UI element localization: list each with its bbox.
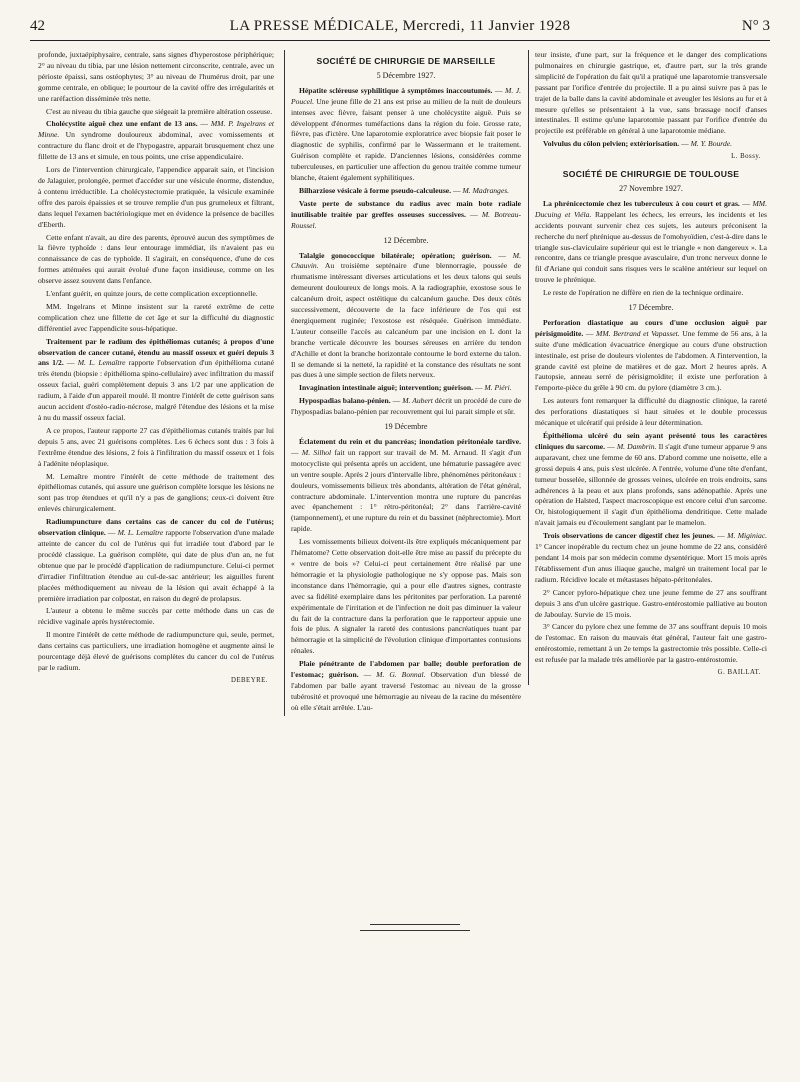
session-date: 27 Novembre 1927. xyxy=(619,183,683,193)
paragraph: Il s'agit d'une tumeur apparue 9 ans auparavant, chez une femme de 60 ans. D'abord comme une noisette, elle a grossi depuis 4 ans, puis s'est ulcérée. A l'entrée, volume d'une tête d'enfant, tumeur bosselée, sillonnée de grosses veines, ulcérée en trois endroits, sans adhérences à la peau et aux plans profonds, sans adénopathie. Après une opération de Halsted, l'aspect macroscopique est encore celui d'un sarcome. Or, histologiquement il s'agit d'un épithélioma dendritique. Cette malade n'avait jamais eu d'écoulement sanglant par le mamelon. xyxy=(535,441,768,528)
article-title: Hypospadias balano-pénien. xyxy=(299,396,391,406)
session-date: 19 Décembre xyxy=(384,422,428,432)
divider xyxy=(360,930,470,931)
article-title: Vaste perte de substance du radius avec main bote radiale inutilisable traitée par greffes osseuses successives. xyxy=(291,198,521,219)
article-authors: MM. P. Ingelrans et Minne. xyxy=(38,119,275,140)
paragraph: Lors de l'intervention chirurgicale, l'appendice apparait sain, et l'incision de Jalaguier, prolongée, permet d'accéder sur une vésicule énorme, distendue, à contenu irréductible. La cholécystectomie pratiquée, la vésicule examinée offre des parois épaissies et se trouve remplie d'un pus grumeleux et filtrant, dans lequel l'examen bactériologique met en évidence la présence de bacilles d'Eberth. xyxy=(38,165,274,229)
article-heading: Trois observations de cancer digestif chez les jeunes. — M. Miginiac. 1° Cancer inopérable du rectum chez un jeune homme de 22 ans, considéré pendant 14 mois par son médecin comme dysentérique. Mort 15 mois après l'établissement d'un anus iliaque gauche, malgré un traitement local par le radium. Récidive locale et métastases hépato-péritonéales. xyxy=(535,531,768,584)
article-title: Hépatite scléreuse syphilitique à symptômes inaccoutumés. xyxy=(299,85,493,95)
article-heading: Hypospadias balano-pénien. — M. Aubert décrit un procédé de cure de l'hypospadias balano-pénien par recouvrement qui lui parait simple et sûr. xyxy=(291,396,522,417)
article-authors: M. L. Lemaître xyxy=(117,528,164,538)
article-authors: M. L. Lemaître xyxy=(77,358,126,368)
divider xyxy=(370,924,460,925)
column-2 xyxy=(284,50,521,716)
article-title: La phrénicectomie chez les tuberculeux à cou court et gras. xyxy=(543,198,740,208)
article-authors: M. Madranges. xyxy=(462,185,510,195)
article-heading: Invagination intestinale aiguë; intervention; guérison. — M. Piéri. xyxy=(299,383,512,393)
paragraph: Au troisième septénaire d'une blennorragie, poussée de rhumatisme intéressant diverses articulations et les deux talons qui seuls demeurent douloureux de longs mois. A la radiographie, exostose sous le calcanéum droit, aspect ostéitique du calcanéum gauche. Des deux côtés successivement, découverte de la face inférieure de l'os qui est énergiquement ruginée; l'exostose est réséquée. Guérison immédiate. L'auteur conseille l'accès au calcanéum par une incision en L dont la branche verticale découvre les bourses séreuses en arrière du tendon d'Achille et dont la branche horizontale contourne le bord externe du talon. Il se demande si la netteté, la rapidité et la constance des résultats ne sont pas dues à une simple section de filets nerveux. xyxy=(291,261,521,380)
article-authors: M. G. Bonnal. xyxy=(376,670,426,680)
paragraph: Un syndrome douloureux abdominal, avec vomissements et contracture du flanc droit et de l'hypogastre, apparait brusquement chez une fillette de 13 ans et simule, en tous points, une crise appendiculaire. xyxy=(38,130,274,162)
paragraph: L'enfant guérit, en quinze jours, de cette complication exceptionnelle. xyxy=(46,289,258,299)
article-title: Talalgie gonococcique bilatérale; opération; guérison. xyxy=(299,250,492,260)
paragraph: C'est au niveau du tibia gauche que siégeait la première altération osseuse. xyxy=(46,106,273,116)
paragraph: Les auteurs font remarquer la difficulté du diagnostic clinique, la rareté des perforations diastatiques si haut situées et le double processus mécanique et ulcératif qui préside à leur détermination. xyxy=(535,396,767,428)
paragraph: Observation d'un blessé de l'abdomen par balle ayant traversé l'estomac au niveau de la grosse tubérosité et provoqué une hémorragie au niveau de la racine du mésentère où elle s'était arrêtée. L'au- xyxy=(291,670,521,712)
paragraph: Cette enfant n'avait, au dire des parents, éprouvé aucun des symptômes de la fièvre typhoïde : dans leur entourage immédiat, ils n'avaient pas eu connaissance de cas de typhoïde. Il s'agirait, en conséquence, d'une de ces formes atténuées qui aurait évolué d'une façon insidieuse, comme on les observe assez souvent dans l'enfance. xyxy=(38,232,274,286)
session-date: 12 Décembre. xyxy=(383,235,429,245)
article-heading: Épithélioma ulcéré du sein ayant présenté tous les caractères cliniques du sarcome. — M. Dambrin. Il s'agit d'une tumeur apparue 9 ans auparavant, chez une femme de 60 ans. D'abord comme une noisette, elle a grossi depuis 4 ans, puis s'est ulcérée. A l'entrée, volume d'une tête d'enfant, tumeur bosselée, sillonnée de grosses veines, ulcérée en trois endroits, sans adhérences à la peau et aux plans profonds, sans adénopathie. Après une opération de Halsted, l'aspect macroscopique est encore celui d'un sarcome. Or, histologiquement il s'agit d'un épithélioma dendritique. Cette malade n'avait jamais eu d'écoulement sanglant par le mamelon. xyxy=(535,431,768,528)
article-authors: M. Botreau-Roussel. xyxy=(291,209,521,230)
journal-title: LA PRESSE MÉDICALE, Mercredi, 11 Janvier 1928 xyxy=(229,18,571,34)
article-authors: M. Silhol xyxy=(301,447,332,457)
society-heading: SOCIÉTÉ DE CHIRURGIE DE MARSEILLE xyxy=(316,56,496,66)
article-title: Bilharziose vésicale à forme pseudo-calculeuse. xyxy=(299,185,452,195)
paragraph: profonde, juxtaépiphysaire, centrale, sans signes d'hyperostose périphérique; 2° au niveau du tibia, par une lésion nettement circonscrite, centrale, avec un périoste épaissi, sans ostéophytes; 3° au niveau de l'humérus droit, par une gomme centrale, en oblique; le pourtour de la cavité offre des irrégularités et une raréfaction disséminée très nette. xyxy=(38,50,274,103)
article-heading: Radiumpuncture dans certains cas de cancer du col de l'utérus; observation clinique. — M. L. Lemaître rapporte l'observation d'une malade atteinte de cancer du col de l'utérus qui fut irradiée tout d'abord par le procédé classique. La guérison complète, qui date de plus d'un an, ne fut obtenue que par le procédé d'application de radiumpuncture. Celui-ci permet d'irradier l'infiltration étendue au cul-de-sac antérieur; les aiguilles furent placées méthodiquement au niveau de la lésion qui avait échappé à la première irradiation par colpostat, en raison du degré de prolapsus. xyxy=(38,517,275,603)
signature: G. BAILLAT. xyxy=(717,669,761,677)
article-authors: MM. Bertrand et Vapasset. xyxy=(596,328,680,338)
article-authors: M. Y. Bourde. xyxy=(690,139,733,149)
article-heading: Volvulus du côlon pelvien; extériorisation. — M. Y. Bourde. xyxy=(543,139,733,149)
article-title: Plaie pénétrante de l'abdomen par balle; double perforation de l'estomac; guérison. xyxy=(291,659,521,680)
article-title: Cholécystite aiguë chez une enfant de 13 ans. xyxy=(46,119,198,129)
article-authors: MM. Ducuing et Viéla. xyxy=(535,198,767,219)
session-date: 17 Décembre. xyxy=(628,303,674,313)
paragraph: rapporte l'observation d'une malade atteinte de cancer du col de l'utérus qui fut irradiée tout d'abord par le procédé classique. La guérison complète, qui date de plus d'un an, ne fut obtenue que par le procédé d'application de radiumpuncture. Celui-ci permet d'irradier l'infiltration étendue au cul-de-sac antérieur; les aiguilles furent placées méthodiquement au niveau de la lésion qui avait échappé à la première irradiation par colpostat, en raison du degré de prolapsus. xyxy=(38,528,275,603)
paragraph: Une femme de 56 ans, à la suite d'une médication évacuatrice énergique au cours d'une obstruction intestinale, est prise de douleurs violentes de l'abdomen. A l'intervention, la grande cavité est pleine de matières et de gaz. Mort 2 heures après. A l'autopsie, anneau serré de périsigmoïdite; il existe une perforation à l'emporte-pièce du grêle à 90 cm. du pylore (diamètre 3 cm.). xyxy=(535,328,768,393)
article-heading: Bilharziose vésicale à forme pseudo-calculeuse. — M. Madranges. xyxy=(299,185,510,195)
article-title: Trois observations de cancer digestif chez les jeunes. xyxy=(543,531,715,541)
article-heading: Éclatement du rein et du pancréas; inondation péritonéale tardive. — M. Silhol fait un rapport sur travail de M. M. Arnaud. Il s'agit d'un motocycliste qui présenta après un accident, une hématurie passagère avec un ventre souple. Après 2 jours d'intervalle libre, phénomènes péritonéaux : douleurs, vomissements bilieux très abondants, altération de l'état général, contracture abdominale. L'intervention montra une rupture du pancréas avec épanchement : 1° rétro-péritonéal; 2° dans l'arrière-cavité (tamponnement), et une rupture du rein et du bassinet (néphrectomie). Mort rapide. xyxy=(291,437,522,534)
article-heading: Cholécystite aiguë chez une enfant de 13 ans. — MM. P. Ingelrans et Minne. Un syndrome douloureux abdominal, avec vomissements et contracture du flanc droit et de l'hypogastre, apparait brusquement chez une fillette de 13 ans et simule, en tous points, une crise appendiculaire. xyxy=(38,119,275,162)
article-title: Perforation diastatique au cours d'une occlusion aiguë par périsigmoïdite. xyxy=(535,317,767,338)
paragraph: Les vomissements bilieux doivent-ils être expliqués mécaniquement par l'hématome? Cette observation doit-elle être mise au passif du précepte du « ventre de bois »? Celui-ci peut certainement être réalisé par une hémorragie et la physiologie pathologique ne s'y oppose pas. Mais son inconstance dans l'hémorragie, qui a pour elle d'autres signes, contraste avec sa fidélité exemplaire dans les péritonites par perforation. La parenté expérimentale de l'irritation et de l'infection ne doit pas diminuer la valeur du fait de la contracture dans la perforation que le rapporteur appuie une fois de plus. A signaler la rareté des contusions pancréatiques tuant par hémorragie et la simplicité de l'évolution clinique d'importantes contusions rénales. xyxy=(291,537,521,656)
paragraph: 2° Cancer pyloro-hépatique chez une jeune femme de 27 ans souffrant depuis 3 ans d'un ulcère gastrique. Gastro-entérostomie palliative au bouton de Jaboulay. Survie de 15 mois. xyxy=(535,587,767,619)
paragraph: Une jeune fille de 21 ans est prise au milieu de la nuit de douleurs intenses avec fièvre, faisant penser à une cholécystite aiguë. Puis se développent d'énormes tuméfactions dans la région du foie. Grosse rate, fièvre, pas d'ictère. Une laparotomie exploratrice avec biopsie fait poser le diagnostic de syphilis, confirmé par le Wassermann et le traitement. Guérison complète et rapide. D'anciennes lésions, considérées comme tuberculeuses, en particulier une affection du genou traitée comme tumeur blanche, étaient également syphilitiques. xyxy=(291,96,521,183)
paragraph: 1° Cancer inopérable du rectum chez un jeune homme de 22 ans, considéré pendant 14 mois par son médecin comme dysentérique. Mort 15 mois après l'établissement d'un anus iliaque gauche, malgré un traitement local par le radium. Récidive locale et métastases hépato-péritonéales. xyxy=(535,542,767,584)
article-title: Traitement par le radium des épithéliomas cutanés; à propos d'une observation de cancer cutané, étendu au massif osseux et guéri depuis 3 ans 1/2. xyxy=(38,336,274,368)
article-authors: M. Aubert xyxy=(402,396,433,406)
page-header xyxy=(30,14,770,41)
paragraph: décrit un procédé de cure de l'hypospadias balano-pénien par recouvrement qui lui parait simple et sûr. xyxy=(291,396,522,417)
paragraph: Le reste de l'opération ne diffère en rien de la technique ordinaire. xyxy=(543,288,744,298)
column-1 xyxy=(38,50,274,693)
article-authors: M. J. Poucel. xyxy=(291,85,521,106)
article-title: Épithélioma ulcéré du sein ayant présenté tous les caractères cliniques du sarcome. xyxy=(535,431,767,451)
article-title: Radiumpuncture dans certains cas de cancer du col de l'utérus; observation clinique. xyxy=(38,517,274,538)
article-authors: M. Dambrin. xyxy=(616,441,657,451)
signature: DEBEYRE. xyxy=(230,676,268,684)
article-title: Éclatement du rein et du pancréas; inondation péritonéale tardive. xyxy=(299,437,521,446)
article-authors: M. Miginiac. xyxy=(727,531,768,541)
column-3 xyxy=(528,50,767,685)
paragraph: MM. Ingelrans et Minne insistent sur la rareté extrême de cette complication chez une fillette de cet âge et sur la difficulté du diagnostic différentiel avec l'appendicite sous-hépatique. xyxy=(38,301,274,333)
paragraph: teur insiste, d'une part, sur la fréquence et le danger des complications pulmonaires en chirurgie gastrique, et, d'autre part, sur la très grande simplicité de l'opération du fait qu'il a pratiqué une laparotomie transversale passant par l'orifice d'entrée du projectile. Il a pu ainsi suivre pas à pas le trajet de la balle dans la cavité abdominale et aveugler les lésions au fur et à mesure qu'elles se présentaient à la vue, sans brassage nocif d'anses intestinales. Il estime qu'une laparotomie passant par l'orifice d'entrée du projectile est préférable en général à une laparotomie médiane. xyxy=(535,50,767,136)
signature: L. Bossy. xyxy=(731,153,761,161)
article-heading: La phrénicectomie chez les tuberculeux à cou court et gras. — MM. Ducuing et Viéla. Rappelant les échecs, les erreurs, les incidents et les accidents pouvant survenir chez ces sujets, les auteurs préconisent la recherche du nerf phrénique au-dessus de l'omohyoïdien, c'est-à-dire dans le triangle sus-claviculaire supérieur qui est le triangle « non dangereux ». La rencontre, dans ce triangle presque avasculaire, d'un tronc nerveux donne le fil d'Ariane qui conduit sans risques vers le scalène antérieur sur lequel on trouve le phrénique. xyxy=(535,198,767,285)
society-heading: SOCIÉTÉ DE CHIRURGIE DE TOULOUSE xyxy=(562,169,740,180)
article-heading: Plaie pénétrante de l'abdomen par balle; double perforation de l'estomac; guérison. — M. G. Bonnal. Observation d'un blessé de l'abdomen par balle ayant traversé l'estomac au niveau de la grosse tubérosité et provoqué une hémorragie au niveau de la racine du mésentère où elle s'était arrêtée. L'au- xyxy=(291,659,521,712)
paragraph: Rappelant les échecs, les erreurs, les incidents et les accidents pouvant survenir chez ces sujets, les auteurs préconisent la recherche du nerf phrénique au-dessus de l'omohyoïdien, c'est-à-dire dans le triangle sus-claviculaire supérieur qui est le triangle « non dangereux ». La rencontre, dans ce triangle presque avasculaire, d'un tronc nerveux donne le fil d'Ariane qui conduit sans risques vers le scalène antérieur sur lequel on trouve le phrénique. xyxy=(535,209,767,285)
paragraph: A ce propos, l'auteur rapporte 27 cas d'épithéliomas cutanés traités par lui depuis 5 ans, avec 21 guérisons complètes. Les 6 échecs sont dus : 3 fois à l'extrême étendue des lésions, 2 fois à l'infiltration du massif osseux et 1 fois à l'adénite néoplasique. xyxy=(38,425,274,468)
paragraph: rapporte l'observation d'un épithélioma cutané très étendu (biopsie : épithélioma spino-cellulaire) avec infiltration du massif osseux facial, guéri complètement depuis 3 ans 1/2 par une application de radium, à l'aide d'un appareil moulé. Il montre l'intérêt de cette guérison sans aucun accident d'ostéo-radio-nécrose, malgré l'étendue des lésions et la mise à nu du massif osseux facial. xyxy=(38,358,274,422)
page-number: 42 xyxy=(30,18,45,34)
article-heading: Hépatite scléreuse syphilitique à symptômes inaccoutumés. — M. J. Poucel. Une jeune fille de 21 ans est prise au milieu de la nuit de douleurs intenses avec fièvre, faisant penser à une cholécystite aiguë. Puis se développent d'énormes tuméfactions dans la région du foie. Grosse rate, fièvre, pas d'ictère. Une laparotomie exploratrice avec biopsie fait poser le diagnostic de syphilis, confirmé par le Wassermann et le traitement. Guérison complète et rapide. D'anciennes lésions, considérées comme tuberculeuses, en particulier une affection du genou traitée comme tumeur blanche, étaient également syphilitiques. xyxy=(291,85,521,183)
article-heading: Vaste perte de substance du radius avec main bote radiale inutilisable traitée par greffes osseuses successives. — M. Botreau-Roussel. xyxy=(291,198,521,230)
paragraph: L'auteur a obtenu le même succès par cette méthode dans un cas de récidive vaginale après hystérectomie. xyxy=(38,606,274,627)
article-title: Volvulus du côlon pelvien; extériorisation. xyxy=(543,139,680,149)
paragraph: M. Lemaître montre l'intérêt de cette méthode de traitement des épithéliomas cutanés, qui assure une guérison complète lorsque les lésions ne sont pas trop étendues et qu'il n'y a pas de ganglions; ceux-ci doivent être enlevés chirurgicalement. xyxy=(38,471,274,514)
article-heading: Traitement par le radium des épithéliomas cutanés; à propos d'une observation de cancer cutané, étendu au massif osseux et guéri depuis 3 ans 1/2. — M. L. Lemaître rapporte l'observation d'un épithélioma cutané très étendu (biopsie : épithélioma spino-cellulaire) avec infiltration du massif osseux facial, guéri complètement depuis 3 ans 1/2 par une application de radium, à l'aide d'un appareil moulé. Il montre l'intérêt de cette guérison sans aucun accident d'ostéo-radio-nécrose, malgré l'étendue des lésions et la mise à nu du massif osseux facial. xyxy=(38,336,274,422)
session-date: 5 Décembre 1927. xyxy=(376,70,436,80)
paragraph: Il montre l'intérêt de cette méthode de radiumpuncture qui, seule, permet, dans certains cas particuliers, une irradiation homogène et augmente ainsi le pourcentage déjà élevé de guérisons complètes du cancer du col de l'utérus par le radium. xyxy=(38,630,274,672)
article-authors: M. Chauvin. xyxy=(291,250,521,271)
article-heading: Perforation diastatique au cours d'une occlusion aiguë par périsigmoïdite. — MM. Bertrand et Vapasset. Une femme de 56 ans, à la suite d'une médication évacuatrice énergique au cours d'une obstruction intestinale, est prise de douleurs violentes de l'abdomen. A l'intervention, la grande cavité est pleine de matières et de gaz. Mort 2 heures après. A l'autopsie, anneau serré de périsigmoïdite; il existe une perforation à l'emporte-pièce du grêle à 90 cm. du pylore (diamètre 3 cm.). xyxy=(535,317,768,393)
article-title: Invagination intestinale aiguë; intervention; guérison. xyxy=(299,383,474,393)
issue-number: N° 3 xyxy=(741,18,770,34)
paragraph: 3° Cancer du pylore chez une femme de 37 ans souffrant depuis 10 mois de l'estomac. En raison du mauvais état général, l'auteur fait une gastro-entérostomie, remettant à un 2e temps la gastrectomie très possible. Celle-ci est refusée par la malade très améliorée par la gastro-entérostomie. xyxy=(535,622,767,665)
paragraph: fait un rapport sur travail de M. M. Arnaud. Il s'agit d'un motocycliste qui présenta après un accident, une hématurie passagère avec un ventre souple. Après 2 jours d'intervalle libre, phénomènes péritonéaux : douleurs, vomissements bilieux très abondants, altération de l'état général, contracture abdominale. L'intervention montra une rupture du pancréas avec épanchement : 1° rétro-péritonéal; 2° dans l'arrière-cavité (tamponnement), et une rupture du rein et du bassinet (néphrectomie). Mort rapide. xyxy=(291,447,522,534)
article-authors: M. Piéri. xyxy=(484,383,512,393)
article-heading: Talalgie gonococcique bilatérale; opération; guérison. — M. Chauvin. Au troisième septénaire d'une blennorragie, poussée de rhumatisme intéressant diverses articulations et les deux talons qui seuls demeurent douloureux de longs mois. A la radiographie, exostose sous le calcanéum droit, aspect ostéitique du calcanéum gauche. Des deux côtés successivement, découverte de la face inférieure de l'os qui est énergiquement ruginée; l'exostose est réséquée. Guérison immédiate. L'auteur conseille l'accès au calcanéum par une incision en L dont la branche verticale découvre les bourses séreuses en arrière du tendon d'Achille et dont la branche horizontale contourne le bord externe du talon. Il se demande si la netteté, la rapidité et la constance des résultats ne sont pas dues à une simple section de filets nerveux. xyxy=(291,250,521,380)
